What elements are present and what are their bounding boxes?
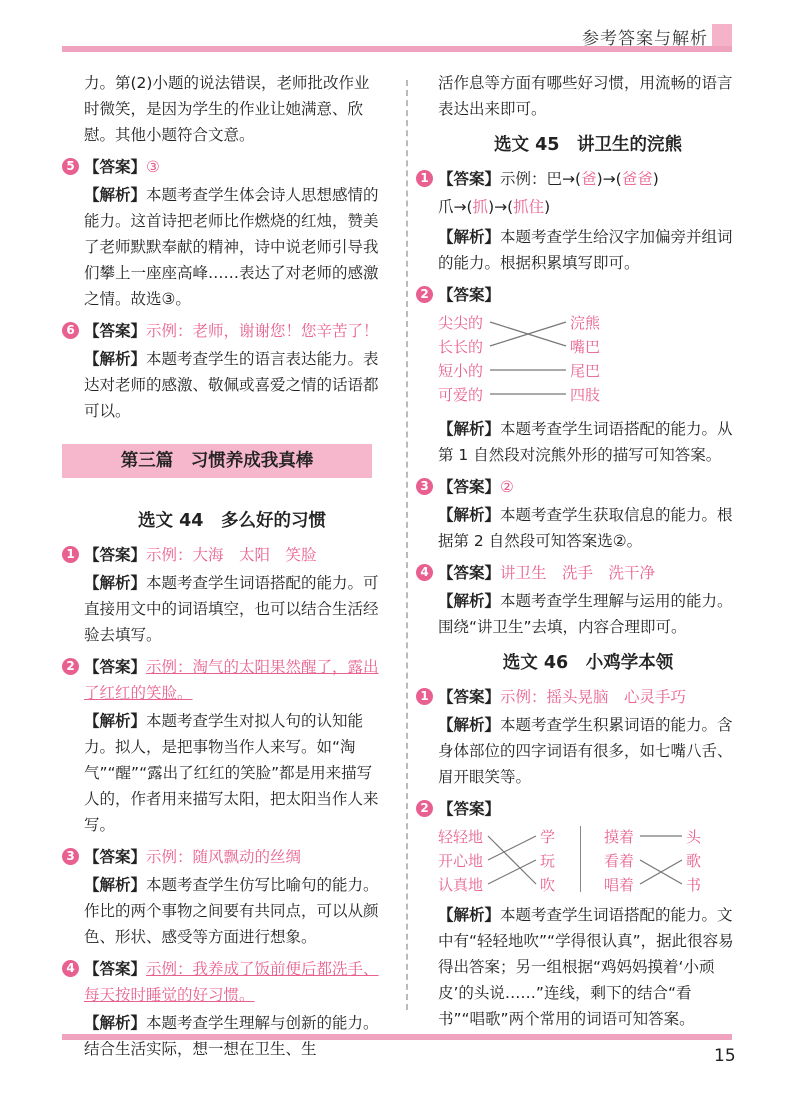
s45-q2-analysis: 本题考查学生词语搭配的能力。从第 1 自然段对浣熊外形的描写可知答案。: [438, 420, 733, 464]
s45-q4-analysis: 本题考查学生理解与运用的能力。围绕“讲卫生”去填，内容合理即可。: [438, 592, 733, 636]
right-intro: 活作息等方面有哪些好习惯，用流畅的语言表达出来即可。: [438, 74, 733, 118]
match-right-word: 书: [686, 876, 702, 894]
s45-q1-number: 1: [416, 170, 433, 187]
page-number: 15: [714, 1046, 736, 1066]
left-intro: 力。第(2)小题的说法错误，老师批改作业时微笑，是因为学生的作业让她满意、欣慰。其他小题符合文意。: [84, 74, 370, 144]
answer-tag: 【答案】: [84, 322, 147, 340]
match-left-word: 开心地: [438, 852, 484, 870]
s45-q4-number: 4: [416, 564, 433, 581]
s45-q1: [420, 166, 738, 192]
match-left-word: 认真地: [438, 876, 484, 894]
s44-q2-analysis: 本题考查学生对拟人句的认知能力。拟人，是把事物当作人来写。如“淘气”“醒”“露出了红红的笑脸”都是用来描写人的，作者用来描写太阳，把太阳当作人来写。: [84, 712, 379, 834]
answer-tag: 【答案】: [84, 960, 147, 978]
answer-tag: 【答案】: [84, 848, 147, 866]
analysis-tag: 【解析】: [84, 574, 147, 592]
s45-q1-fill: 爸: [581, 170, 597, 188]
analysis-tag: 【解析】: [438, 228, 501, 246]
match-right-word: 学: [540, 828, 556, 846]
answer-tag: 【答案】: [438, 170, 501, 188]
s45-q2: [420, 282, 738, 308]
analysis-tag: 【解析】: [84, 186, 147, 204]
answer-tag: 【答案】: [84, 658, 147, 676]
header-decoration: [712, 24, 732, 46]
match-left-word: 尖尖的: [438, 314, 484, 332]
q6-analysis: 本题考查学生的语言表达能力。表达对老师的感激、敬佩或喜爱之情的话语都可以。: [84, 350, 379, 420]
analysis-tag: 【解析】: [438, 716, 501, 734]
s46-q2-analysis: 本题考查学生词语搭配的能力。文中有“轻轻地吹”“学得很认真”，据此很容易得出答案；另一组根据“鸡妈妈摸着‘小顽皮’的头说……”连线，剩下的结合“看书”“唱歌”两个常用的词语可知答案。: [438, 906, 734, 1028]
s44-q3-answer: 示例：随风飘动的丝绸: [146, 848, 302, 866]
match-right-word: 头: [686, 828, 702, 846]
match-right-word: 玩: [540, 852, 556, 870]
s44-q3-analysis: 本题考查学生仿写比喻句的能力。作比的两个事物之间要有共同点，可以从颜色、形状、感受等方面进行想象。: [84, 876, 379, 946]
match-left-word: 可爱的: [438, 386, 484, 404]
s44-q2-answer: 示例：淘气的太阳果然醒了，露出了红红的笑脸。: [84, 658, 379, 702]
s44-q4-analysis: 本题考查学生理解与创新的能力。结合生活实际，想一想在卫生、生: [84, 1014, 379, 1058]
column-divider: [406, 80, 408, 1010]
s44-q4-answer: 示例：我养成了饭前便后都洗手、每天按时睡觉的好习惯。: [84, 960, 379, 1004]
analysis-tag: 【解析】: [84, 1014, 147, 1032]
left-column: [66, 70, 380, 1066]
match-left-word: 长长的: [438, 338, 484, 356]
s46-q1: [420, 684, 738, 710]
section-46-title: 选文 46 小鸡学本领: [502, 653, 674, 673]
s44-q1-number: 1: [62, 546, 79, 563]
analysis-tag: 【解析】: [84, 350, 147, 368]
match-left-word: 摸着: [604, 828, 635, 846]
s44-q2: [66, 654, 380, 706]
s44-q3-number: 3: [62, 848, 79, 865]
s45-q1-text: )→(: [596, 170, 622, 188]
match-right-word: 四肢: [570, 386, 601, 404]
s45-q2-number: 2: [416, 286, 433, 303]
match-left-word: 唱着: [604, 876, 635, 894]
s45-matching: [438, 310, 738, 410]
s44-q4-number: 4: [62, 960, 79, 977]
s45-q1-fill: 抓: [472, 198, 489, 216]
chapter-banner: 第三篇 习惯养成我真棒: [62, 444, 372, 478]
s45-q1-fill: 爸爸: [621, 170, 653, 188]
header-title: 参考答案与解析: [582, 29, 708, 49]
s45-q4: [420, 560, 738, 586]
match-right-word: 尾巴: [570, 362, 601, 380]
q5-answer: ③: [146, 158, 160, 176]
s45-q1-lead: 示例：: [500, 170, 547, 188]
footer-bar: [62, 1034, 732, 1040]
right-column: [420, 70, 738, 1036]
matching-lines: [438, 310, 738, 410]
match-left-word: 看着: [604, 852, 635, 870]
s45-q1-text: )→(: [488, 198, 514, 216]
match-right-word: 歌: [686, 852, 702, 870]
answer-tag: 【答案】: [438, 564, 501, 582]
s44-q1-analysis: 本题考查学生词语搭配的能力。可直接用文中的词语填空，也可以结合生活经验去填写。: [84, 574, 379, 644]
s46-q1-answer: 示例：摇头晃脑 心灵手巧: [500, 688, 687, 706]
s45-q1-text: ): [544, 198, 551, 216]
analysis-tag: 【解析】: [438, 906, 501, 924]
answer-tag: 【答案】: [438, 800, 501, 818]
s45-q3: [420, 474, 738, 500]
analysis-tag: 【解析】: [84, 876, 147, 894]
s45-q3-number: 3: [416, 478, 433, 495]
s44-q2-number: 2: [62, 658, 79, 675]
s45-q1-text: 巴→(: [546, 170, 582, 188]
s46-q1-analysis: 本题考查学生积累词语的能力。含身体部位的四字词语有很多，如七嘴八舌、眉开眼笑等。: [438, 716, 733, 786]
s44-q1-answer: 示例：大海 太阳 笑脸: [146, 546, 317, 564]
answer-tag: 【答案】: [84, 158, 147, 176]
answer-tag: 【答案】: [438, 478, 501, 496]
answer-tag: 【答案】: [438, 286, 501, 304]
analysis-tag: 【解析】: [438, 592, 501, 610]
s46-q2: [420, 796, 738, 822]
s45-q4-answer: 讲卫生 洗手 洗干净: [500, 564, 656, 582]
match-right-word: 吹: [540, 876, 556, 894]
matching-lines: [438, 824, 738, 896]
match-right-word: 嘴巴: [570, 338, 601, 356]
s45-q1-text: ): [652, 170, 659, 188]
s46-q1-number: 1: [416, 688, 433, 705]
s45-q3-answer: ②: [500, 478, 514, 496]
q6-answer: 示例：老师，谢谢您！您辛苦了！: [146, 322, 379, 340]
match-right-word: 浣熊: [570, 314, 601, 332]
s46-q2-number: 2: [416, 800, 433, 817]
analysis-tag: 【解析】: [438, 506, 501, 524]
q5-analysis: 本题考查学生体会诗人思想感情的能力。这首诗把老师比作燃烧的红烛，赞美了老师默默奉献的精神，诗中说老师引导我们攀上一座座高峰……表达了对老师的感激之情。故选③。: [84, 186, 379, 308]
analysis-tag: 【解析】: [438, 420, 501, 438]
section-45-title: 选文 45 讲卫生的浣熊: [494, 135, 682, 155]
answer-tag: 【答案】: [438, 688, 501, 706]
answer-tag: 【答案】: [84, 546, 147, 564]
q5-number: 5: [62, 158, 79, 175]
q6-number: 6: [62, 322, 79, 339]
s45-q1-text: 爪→(: [438, 198, 473, 216]
q5: [66, 154, 380, 180]
s45-q1-fill: 抓住: [513, 198, 545, 216]
q6: [66, 318, 380, 344]
match-left-word: 轻轻地: [438, 828, 484, 846]
s44-q4: [66, 956, 380, 1008]
s44-q1: [66, 542, 380, 568]
match-left-word: 短小的: [438, 362, 484, 380]
s45-q3-analysis: 本题考查学生获取信息的能力。根据第 2 自然段可知答案选②。: [438, 506, 733, 550]
s46-matching: [438, 824, 738, 896]
s44-q3: [66, 844, 380, 870]
section-44-title: 选文 44 多么好的习惯: [138, 511, 326, 531]
s45-q1-analysis: 本题考查学生给汉字加偏旁并组词的能力。根据积累填写即可。: [438, 228, 733, 272]
analysis-tag: 【解析】: [84, 712, 147, 730]
